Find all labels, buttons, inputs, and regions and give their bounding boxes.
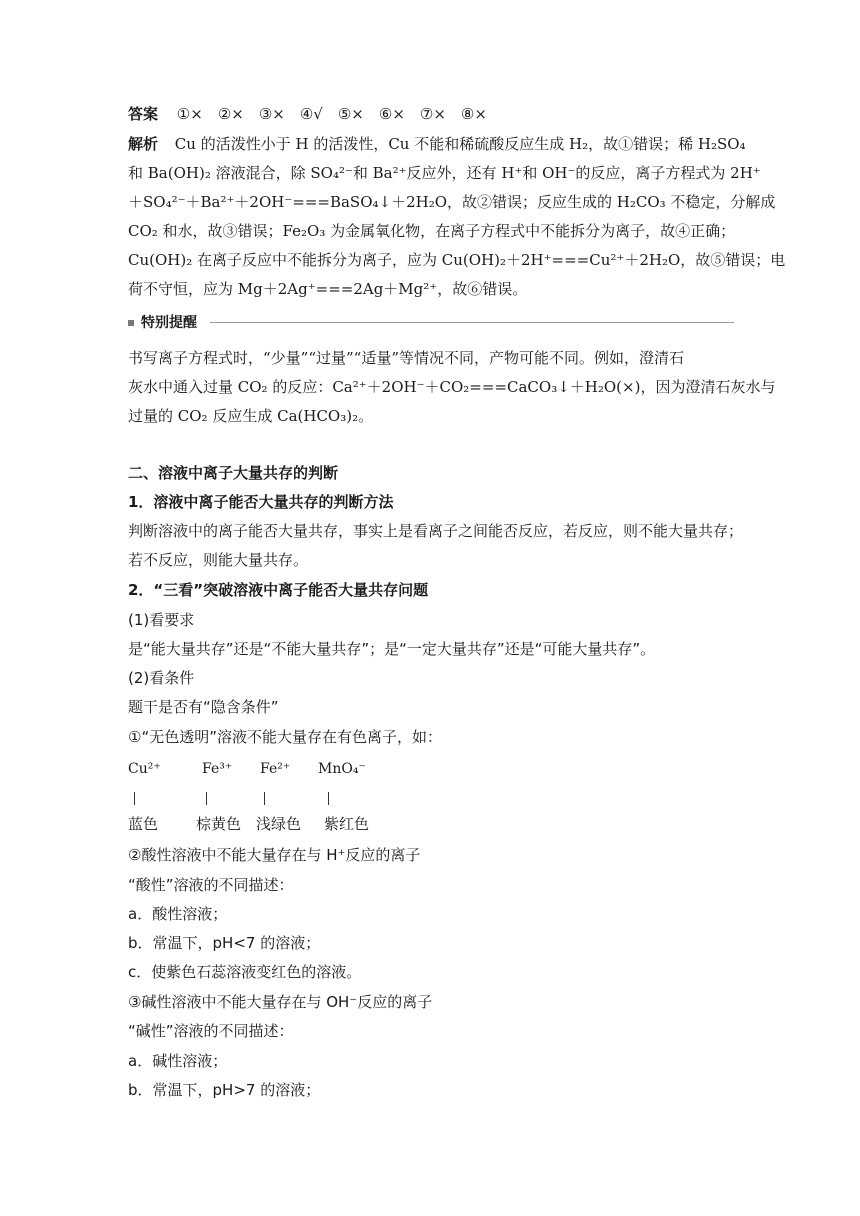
tip-divider: [210, 322, 734, 323]
acidic-item-c: c．使紫色石蕊溶液变红色的溶液。: [128, 963, 362, 981]
condition-title: (2)看条件: [128, 669, 195, 687]
ion-fe2: Fe²⁺: [260, 761, 291, 777]
ion-connector: [264, 792, 265, 805]
color-fe2: 浅绿色: [256, 815, 302, 833]
basic-description: “碱性”溶液的不同描述：: [128, 1022, 294, 1040]
ion-mno4: MnO₄⁻: [318, 761, 366, 777]
answer-label: 答案: [128, 105, 159, 123]
analysis-text-4: CO₂ 和水，故③错误；Fe₂O₃ 为金属氧化物，在离子方程式中不能拆分为离子，故④正确；: [128, 222, 736, 240]
sub1-text-2: 若不反应，则能大量共存。: [128, 551, 309, 569]
answer-items: ①× ②× ③× ④√ ⑤× ⑥× ⑦× ⑧×: [176, 105, 487, 123]
tip-text-1: 书写离子方程式时，“少量”“过量”“适量”等情况不同，产物可能不同。例如，澄清石: [128, 349, 685, 367]
sub1-text-1: 判断溶液中的离子能否大量共存，事实上是看离子之间能否反应，若反应，则不能大量共存；: [128, 522, 744, 540]
condition-text: 题干是否有“隐含条件”: [128, 698, 279, 716]
analysis-text-1: Cu 的活泼性小于 H 的活泼性，Cu 不能和稀硫酸反应生成 H₂，故①错误；稀 H₂SO₄: [174, 135, 746, 153]
section-heading: 二、溶液中离子大量共存的判断: [128, 464, 339, 482]
tip-header: [128, 313, 734, 333]
basic-rule: ③碱性溶液中不能大量存在与 OH⁻反应的离子: [128, 993, 433, 1011]
tip-text-2: 灰水中通入过量 CO₂ 的反应：Ca²⁺＋2OH⁻＋CO₂===CaCO₃↓＋H₂O(×)，因为澄清石灰水与: [128, 378, 776, 396]
ion-fe3: Fe³⁺: [202, 761, 233, 777]
analysis-text-3: ＋SO₄²⁻＋Ba²⁺＋2OH⁻===BaSO₄↓＋2H₂O，故②错误；反应生成的 H₂CO₃ 不稳定，分解成: [128, 193, 776, 211]
ion-connector: [206, 792, 207, 805]
color-mno4: 紫红色: [324, 815, 370, 833]
analysis-text-2: 和 Ba(OH)₂ 溶液混合，除 SO₄²⁻和 Ba²⁺反应外，还有 H⁺和 OH⁻的反应，离子方程式为 2H⁺: [128, 164, 761, 182]
basic-item-b: b．常温下，pH>7 的溶液；: [128, 1081, 321, 1099]
tip-text-3: 过量的 CO₂ 反应生成 Ca(HCO₃)₂。: [128, 407, 374, 425]
ion-cu: Cu²⁺: [128, 761, 161, 777]
subheading-1: 1．溶液中离子能否大量共存的判断方法: [128, 493, 394, 511]
color-cu: 蓝色: [128, 815, 159, 833]
basic-item-a: a．碱性溶液；: [128, 1052, 228, 1070]
color-fe3: 棕黄色: [196, 815, 242, 833]
answer-line: [128, 104, 487, 124]
acidic-item-b: b．常温下，pH<7 的溶液；: [128, 934, 321, 952]
acidic-item-a: a．酸性溶液；: [128, 905, 228, 923]
analysis-text-5: Cu(OH)₂ 在离子反应中不能拆分为离子，应为 Cu(OH)₂＋2H⁺===Cu²⁺＋2H₂O，故⑤错误；电: [128, 251, 786, 269]
tip-bullet-icon: [128, 320, 134, 326]
analysis-line-1: [128, 134, 746, 154]
colorless-rule: ①“无色透明”溶液不能大量存在有色离子，如：: [128, 728, 442, 746]
tip-title: 特别提醒: [141, 315, 197, 331]
ion-connector: [134, 792, 135, 805]
analysis-text-6: 荷不守恒，应为 Mg＋2Ag⁺===2Ag＋Mg²⁺，故⑥错误。: [128, 280, 528, 298]
analysis-label: 解析: [128, 135, 159, 153]
requirement-title: (1)看要求: [128, 611, 195, 629]
acidic-description: “酸性”溶液的不同描述：: [128, 876, 294, 894]
requirement-text: 是“能大量共存”还是“不能大量共存”；是“一定大量共存”还是“可能大量共存”。: [128, 640, 656, 658]
acidic-rule: ②酸性溶液中不能大量存在与 H⁺反应的离子: [128, 846, 421, 864]
subheading-2: 2．“三看”突破溶液中离子能否大量共存问题: [128, 581, 429, 599]
ion-connector: [328, 792, 329, 805]
